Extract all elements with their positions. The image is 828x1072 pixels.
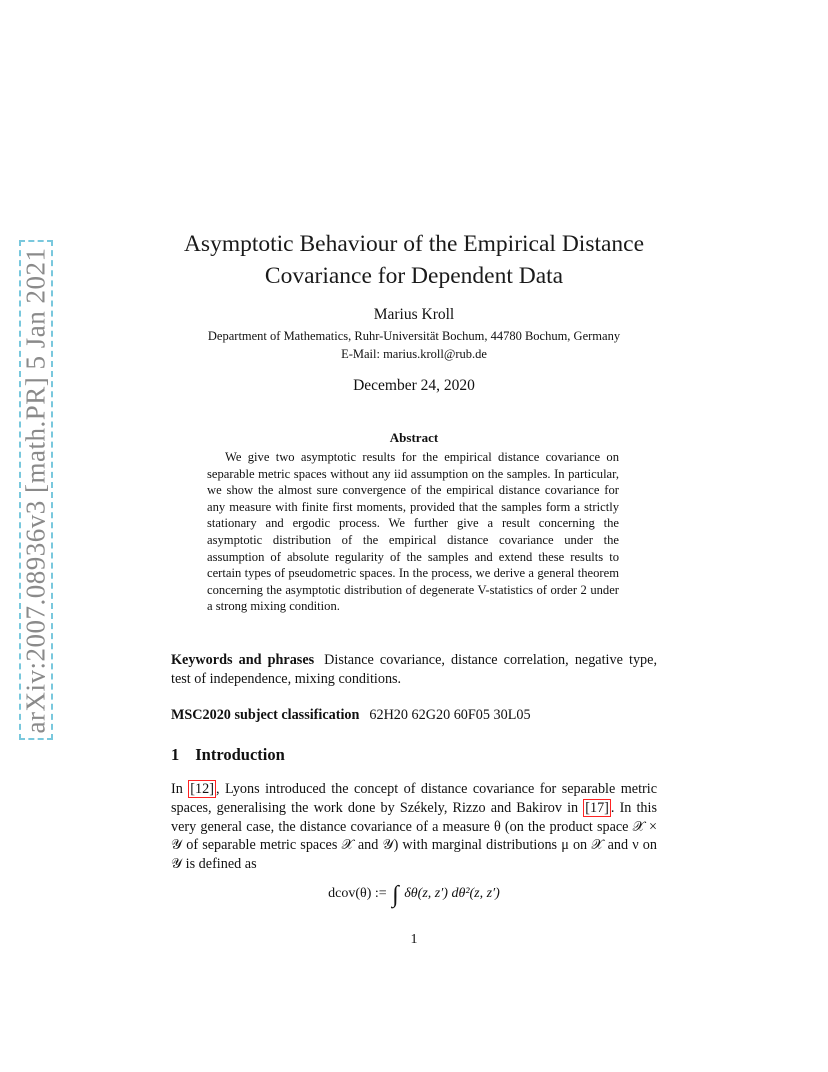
arxiv-identifier: arXiv:2007.08936v3 [math.PR] 5 Jan 2021 (20, 247, 51, 733)
msc-codes: 62H20 62G20 60F05 30L05 (369, 707, 531, 723)
section-heading (171, 745, 285, 765)
page-number: 1 (410, 932, 418, 947)
section-number: 1 (171, 745, 180, 764)
paper-title (0, 228, 828, 292)
intro-text-1: In (171, 781, 189, 797)
dcov-formula (0, 882, 828, 909)
keywords-label: Keywords and phrases (171, 652, 315, 668)
abstract-text: We give two asymptotic results for the empirical distance covariance on separable metric spaces without any iid assumption on the samples. In particular, we show the almost sure convergence of the empirical distance covariance for any measure with finite first moments, provided that the samples form a strictly stationary and ergodic process. We further give a result concerning the asymptotic distribution of the empirical distance covariance under the assumption of absolute regularity of the samples and extend these results to certain types of pseudometric spaces. In the process, we derive a general theorem concerning the asymptotic distribution of degenerate V-statistics of order 2 under a strong mixing condition. (207, 450, 619, 614)
keywords-text: Distance covariance, distance correlation, negative type, test of independence, mixing conditions. (171, 652, 657, 687)
msc-paragraph (171, 706, 657, 725)
section-title: Introduction (195, 745, 285, 764)
author-name: Marius Kroll (373, 306, 455, 323)
citation-link-17[interactable]: [17] (585, 799, 609, 816)
formula-lhs: dcov(θ) := (328, 886, 387, 901)
abstract-heading: Abstract (389, 430, 439, 445)
author-email: E-Mail: marius.kroll@rub.de (341, 347, 487, 361)
introduction-paragraph (171, 780, 657, 874)
paper-date: December 24, 2020 (353, 377, 475, 394)
title-line-1: Asymptotic Behaviour of the Empirical Distance (183, 231, 645, 257)
integral-symbol: ∫ (392, 882, 399, 908)
citation-link-12[interactable]: [12] (190, 781, 214, 797)
title-line-2: Covariance for Dependent Data (264, 263, 564, 289)
author-affiliation: Department of Mathematics, Ruhr-Universität Bochum, 44780 Bochum, Germany (207, 329, 621, 343)
msc-label: MSC2020 subject classification (171, 707, 360, 723)
keywords-paragraph (171, 651, 657, 689)
formula-rhs: δθ(z, z′) dθ²(z, z′) (404, 886, 500, 901)
intro-text-3: . In this very general case, the distance covariance of a measure θ (on the product space 𝒳 × 𝒴 of separable metric spaces 𝒳 and 𝒴) with marginal distributions μ on 𝒳 and ν on 𝒴 is defined as (171, 799, 657, 873)
intro-text-2: , Lyons introduced the concept of distance covariance for separable metric spaces, generalising the work done by Székely, Rizzo and Bakirov in (171, 781, 657, 816)
